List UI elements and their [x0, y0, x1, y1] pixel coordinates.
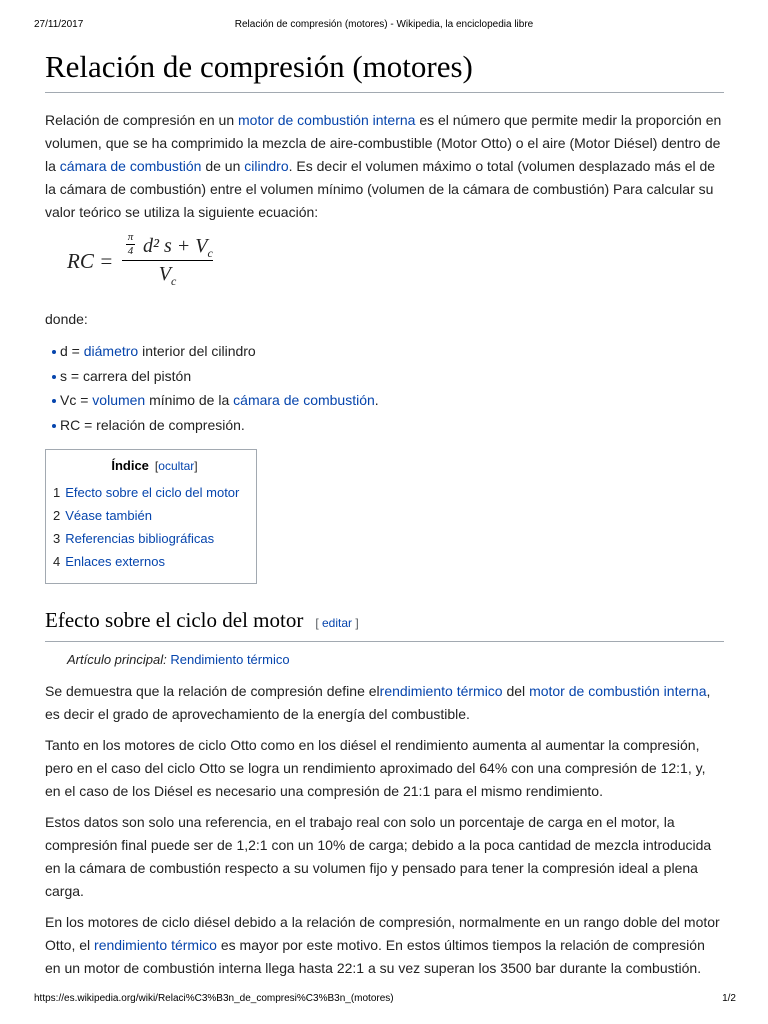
- intro-paragraph: [45, 109, 724, 224]
- page-title: Relación de compresión (motores): [45, 48, 724, 93]
- link-motor-combustion[interactable]: motor de combustión interna: [238, 112, 416, 128]
- bracket: [: [315, 616, 322, 630]
- bracket: ]: [194, 459, 198, 473]
- article-content: [45, 48, 724, 980]
- toc-item[interactable]: [53, 550, 256, 573]
- link-camara-combustion[interactable]: cámara de combustión: [59, 158, 202, 174]
- toc-number: 3: [53, 531, 61, 546]
- toc-item[interactable]: [53, 527, 256, 550]
- page-number: 1/2: [722, 993, 736, 1004]
- toc-number: 2: [53, 508, 61, 523]
- bracket: ]: [352, 616, 359, 630]
- intro-text: . Es decir el volumen máximo o total (volumen desplazado más el de la cámara de combustión) entre el volumen mínimo (volumen de la cámara de combustión) Para calcular su valor teórico se utiliza la siguiente ecuación:: [45, 158, 716, 220]
- toc-header: [53, 458, 256, 473]
- link-rendimiento-termico[interactable]: rendimiento térmico: [379, 683, 503, 699]
- numerator-text: d² s + V: [143, 235, 208, 257]
- definitions-list: [45, 339, 724, 437]
- edit-section[interactable]: [315, 616, 358, 630]
- toc-link[interactable]: Efecto sobre el ciclo del motor: [65, 485, 240, 500]
- print-title: Relación de compresión (motores) - Wikipedia, la enciclopedia libre: [234, 19, 534, 30]
- toc-hide-toggle[interactable]: [155, 459, 198, 473]
- bracket: [: [154, 459, 159, 473]
- link-cilindro[interactable]: cilindro: [244, 158, 289, 174]
- section-paragraph: Tanto en los motores de ciclo Otto como en los diésel el rendimiento aumenta al aumentar la compresión, pero en el caso del ciclo Otto se logra un rendimiento aproximado del 64% con una compresión de 12:1, y, en el caso de los Diésel es necesario una compresión de 21:1 para el mismo rendimiento.: [45, 737, 706, 799]
- para-text: Se demuestra que la relación de compresión define el: [45, 683, 380, 699]
- table-of-contents: [45, 449, 257, 584]
- toc-hide-link[interactable]: ocultar: [158, 459, 195, 473]
- def-text: s = carrera del pistón: [60, 367, 192, 384]
- pi-over-four: [126, 232, 135, 257]
- intro-text: de un: [201, 158, 245, 174]
- pi-symbol: π: [127, 231, 134, 243]
- link-rendimiento-termico[interactable]: rendimiento térmico: [94, 937, 217, 953]
- list-item: [60, 339, 724, 364]
- intro-text: es el número que permite medir la proporción en volumen, que se ha comprimido la mezcla de aire-combustible (Motor Otto) o el aire (Motor Diésel) dentro de la: [45, 112, 722, 174]
- def-text: mínimo de la: [145, 392, 234, 408]
- toc-item[interactable]: [53, 481, 256, 504]
- para-text: En los motores de ciclo diésel debido a la relación de compresión, normalmente en un rango doble del motor Otto, el: [45, 914, 720, 953]
- list-item: [60, 364, 724, 389]
- link-rendimiento-termico[interactable]: Rendimiento térmico: [170, 652, 290, 667]
- denominator-subscript: c: [170, 274, 177, 288]
- link-diametro[interactable]: diámetro: [83, 343, 139, 359]
- hatnote-label: Artículo principal:: [67, 652, 167, 667]
- para-text: es mayor por este motivo. En estos últimos tiempos la relación de compresión en un motor de combustión interna llega hasta 22:1 a su vez superan los 3500 bar durante la combustión.: [45, 937, 705, 976]
- compression-formula: [67, 231, 724, 294]
- section-heading-text: Efecto sobre el ciclo del motor: [45, 608, 304, 632]
- donde-label: donde:: [45, 311, 88, 327]
- edit-link[interactable]: editar: [322, 616, 353, 630]
- def-text: RC = relación de compresión.: [60, 416, 245, 433]
- list-item: [60, 388, 724, 413]
- def-text: interior del cilindro: [138, 343, 256, 359]
- list-item: [60, 413, 724, 438]
- numerator-subscript: c: [207, 246, 213, 260]
- section-heading: [45, 605, 724, 642]
- def-text: Vc =: [60, 392, 93, 408]
- toc-link[interactable]: Enlaces externos: [65, 554, 165, 569]
- link-camara-combustion[interactable]: cámara de combustión: [233, 392, 375, 408]
- print-date: 27/11/2017: [34, 19, 84, 30]
- para-text: , es decir el grado de aprovechamiento de la energía del combustible.: [45, 683, 711, 722]
- def-text: d =: [60, 343, 84, 359]
- link-volumen[interactable]: volumen: [92, 392, 146, 408]
- formula-numerator: [122, 231, 213, 260]
- formula-denominator: [122, 263, 213, 289]
- toc-number: 4: [53, 554, 61, 569]
- toc-title: Índice: [111, 458, 149, 473]
- toc-link[interactable]: Véase también: [65, 508, 152, 523]
- toc-number: 1: [53, 485, 61, 500]
- def-text: .: [374, 392, 379, 408]
- formula-lhs: RC =: [67, 249, 114, 273]
- para-text: del: [502, 683, 530, 699]
- link-motor-combustion[interactable]: motor de combustión interna: [529, 683, 707, 699]
- toc-link[interactable]: Referencias bibliográficas: [65, 531, 215, 546]
- four-symbol: 4: [127, 245, 134, 257]
- main-article-note: [67, 650, 724, 670]
- section-paragraph: [45, 680, 724, 726]
- intro-text: Relación de compresión en un: [45, 112, 239, 128]
- formula-fraction: [122, 231, 213, 289]
- section-paragraph: Estos datos son solo una referencia, en el trabajo real con solo un porcentaje de carga en el motor, la compresión final puede ser de 1,2:1 con un 10% de carga; debido a la poca cantidad de mezcla introducida en la cámara de combustión respecto a su volumen fijo y pensado para tener la compresión ideal a plena carga.: [45, 814, 712, 899]
- toc-item[interactable]: [53, 504, 256, 527]
- section-paragraph: [45, 911, 724, 980]
- print-url: https://es.wikipedia.org/wiki/Relaci%C3%B3n_de_compresi%C3%B3n_(motores): [34, 993, 394, 1004]
- denominator-text: V: [158, 263, 171, 285]
